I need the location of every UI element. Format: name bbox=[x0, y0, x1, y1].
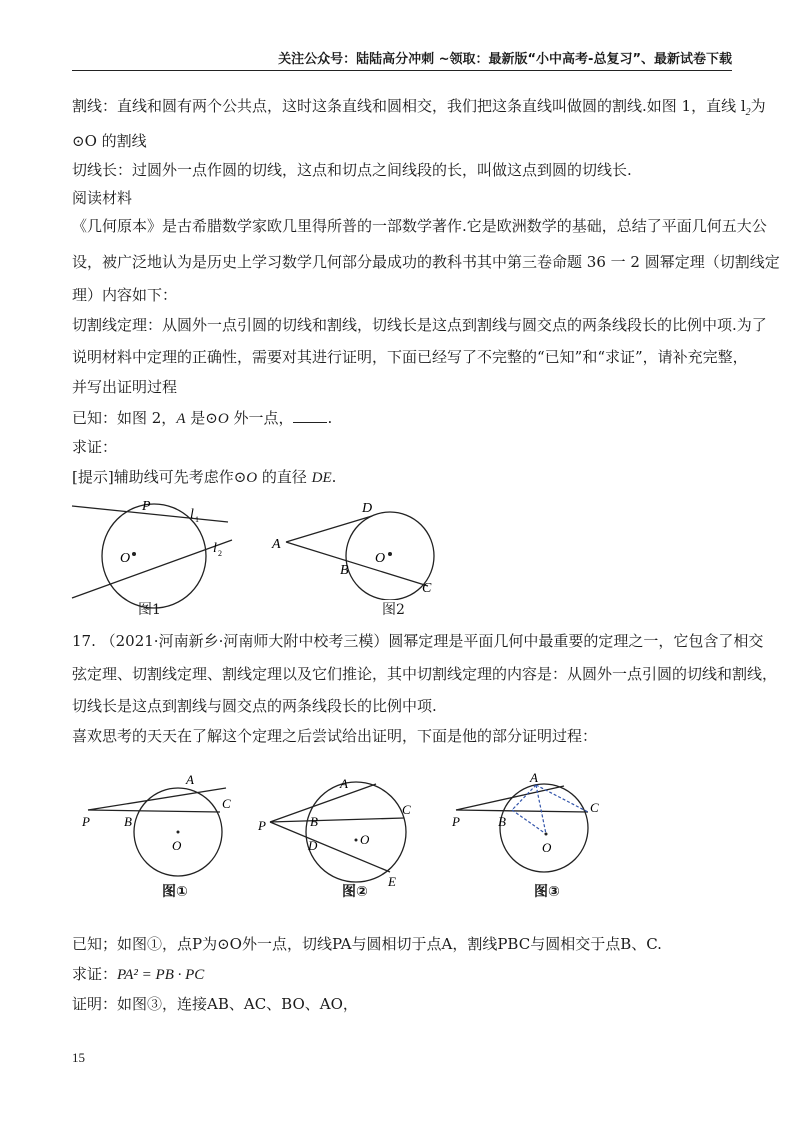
label-A: A bbox=[186, 772, 194, 787]
figure-circle-3-caption: 图③ bbox=[534, 884, 560, 900]
label-B: B bbox=[124, 814, 132, 829]
label-C: C bbox=[422, 581, 432, 596]
text-line: 《几何原本》是古希腊数学家欧几里得所普的一部数学著作.它是欧洲数学的基础，总结了平面几何五大公 bbox=[72, 217, 767, 235]
math-var: O bbox=[246, 470, 258, 486]
label-O: O bbox=[172, 838, 182, 853]
label-A: A bbox=[272, 537, 281, 552]
label-O: O bbox=[375, 551, 386, 566]
page-number: 15 bbox=[72, 1050, 85, 1065]
tangent-PA bbox=[270, 784, 376, 822]
text-span: 求证： bbox=[72, 965, 118, 983]
text-line: 求证： bbox=[72, 438, 118, 456]
tangent-PA bbox=[456, 786, 564, 810]
text-line: 并写出证明过程 bbox=[72, 378, 178, 396]
label-C: C bbox=[222, 796, 231, 811]
label-P: P bbox=[142, 499, 151, 514]
text-span: . bbox=[327, 409, 333, 427]
label-C: C bbox=[402, 802, 411, 817]
text-line: 理）内容如下： bbox=[72, 286, 178, 304]
center-dot bbox=[388, 552, 392, 556]
label-O: O bbox=[360, 832, 370, 847]
figure-circle-2-caption: 图② bbox=[342, 884, 368, 900]
text-line: 弦定理、切割线定理、割线定理以及它们推论，其中切割线定理的内容是：从圆外一点引圆的切线和割线， bbox=[72, 665, 778, 683]
text-span: 已知：如图 2， bbox=[72, 409, 177, 427]
label-B: B bbox=[340, 563, 349, 578]
label-P: P bbox=[258, 818, 266, 833]
figure-1-caption: 图1 bbox=[138, 602, 161, 618]
known-statement: 已知；如图①，点P为⊙O外一点，切线PA与圆相切于点A，割线PBC与圆相交于点B、C. bbox=[72, 935, 662, 953]
figure-circle-3 bbox=[448, 768, 628, 892]
label-l2: l bbox=[213, 541, 217, 556]
label-B: B bbox=[310, 814, 318, 829]
prove-statement bbox=[72, 964, 204, 985]
text-span: . bbox=[331, 468, 337, 486]
text-line: 阅读材料 bbox=[72, 189, 133, 207]
text-line bbox=[72, 96, 766, 123]
text-line: 切线长：过圆外一点作圆的切线，这点和切点之间线段的长，叫做这点到圆的切线长. bbox=[72, 161, 632, 179]
label-D: D bbox=[362, 501, 373, 516]
subscript: 2 bbox=[745, 107, 751, 118]
secant-PBC bbox=[88, 810, 220, 812]
text-line bbox=[72, 467, 336, 488]
segment-AC bbox=[536, 785, 588, 812]
secant-PDE bbox=[270, 822, 390, 872]
label-B: B bbox=[498, 814, 506, 829]
label-l1: l bbox=[190, 507, 194, 522]
text-line: 说明材料中定理的正确性，需要对其进行证明，下面已经写了不完整的“已知”和“求证”，请补充完整， bbox=[72, 348, 748, 366]
label-A: A bbox=[340, 776, 348, 791]
text-line: 切线长是这点到割线与圆交点的两条线段长的比例中项. bbox=[72, 697, 437, 715]
text-line: 17. （2021·河南新乡·河南师大附中校考三模）圆幂定理是平面几何中最重要的定理之一，它包含了相交 bbox=[72, 632, 764, 650]
secant-PBC bbox=[270, 818, 404, 822]
label-D: D bbox=[308, 838, 318, 853]
circle bbox=[306, 782, 406, 882]
text-span: 为 bbox=[750, 97, 766, 115]
label-O: O bbox=[542, 840, 552, 855]
label-l1-sub: 1 bbox=[195, 515, 199, 524]
text-span: 是⊙ bbox=[185, 409, 218, 427]
figure-2-caption: 图2 bbox=[382, 602, 405, 618]
text-line: 设，被广泛地认为是历史上学习数学几何部分最成功的教科书其中第三卷命题 36 一 2 圆幂定理（切割线定 bbox=[72, 253, 780, 271]
label-P: P bbox=[452, 814, 460, 829]
text-line: 切割线定理：从圆外一点引圆的切线和割线，切线长是这点到割线与圆交点的两条线段长的比例中项.为了 bbox=[72, 316, 767, 334]
fill-in-blank bbox=[293, 408, 327, 423]
segment-BO bbox=[512, 810, 546, 834]
formula: PA² = PB · PC bbox=[117, 967, 205, 983]
secant-ABC bbox=[286, 542, 428, 586]
center-dot bbox=[545, 833, 548, 836]
text-span: 外一点， bbox=[228, 409, 294, 427]
tangent-PA bbox=[88, 788, 226, 810]
math-var: DE bbox=[311, 470, 332, 486]
text-line: 喜欢思考的天天在了解这个定理之后尝试给出证明，下面是他的部分证明过程： bbox=[72, 727, 598, 745]
secant-line bbox=[72, 540, 232, 598]
math-var: O bbox=[217, 411, 229, 427]
tangent-AD bbox=[286, 516, 372, 542]
segment-AO bbox=[536, 785, 546, 834]
center-dot bbox=[177, 831, 180, 834]
text-span: 的直径 bbox=[257, 468, 312, 486]
figure-2 bbox=[268, 496, 448, 604]
center-dot bbox=[355, 839, 358, 842]
math-var: A bbox=[176, 411, 186, 427]
label-E: E bbox=[388, 874, 396, 889]
text-line bbox=[72, 408, 332, 429]
text-span: [提示]辅助线可先考虑作⊙ bbox=[72, 468, 247, 486]
header-divider bbox=[72, 70, 732, 71]
page-header: 关注公众号：陆陆高分冲刺 ~领取：最新版“小中高考-总复习”、最新试卷下载 bbox=[278, 52, 732, 67]
center-dot bbox=[132, 552, 136, 556]
label-O: O bbox=[120, 551, 131, 566]
text-span: 割线：直线和圆有两个公共点，这时这条直线和圆相交，我们把这条直线叫做圆的割线.如图 1，直线 l bbox=[72, 97, 746, 115]
label-l2-sub: 2 bbox=[218, 549, 222, 558]
label-P: P bbox=[82, 814, 90, 829]
text-line: ⊙O 的割线 bbox=[72, 132, 147, 150]
secant-PBC bbox=[456, 810, 588, 812]
label-C: C bbox=[590, 800, 599, 815]
label-A: A bbox=[530, 770, 538, 785]
figure-circle-2 bbox=[252, 768, 432, 896]
figure-circle-1-caption: 图① bbox=[162, 884, 188, 900]
proof-statement: 证明：如图③，连接AB、AC、BO、AO， bbox=[72, 995, 358, 1013]
